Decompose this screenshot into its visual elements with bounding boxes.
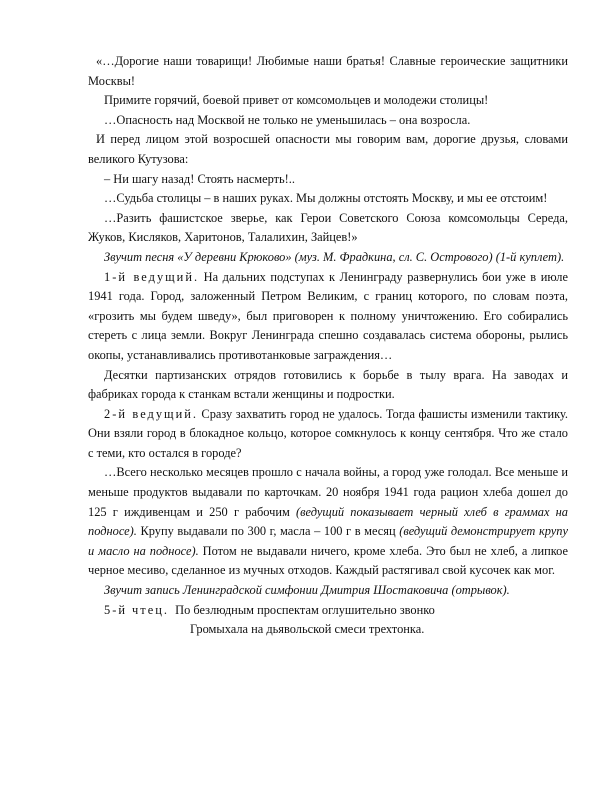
poem-line-1: [88, 601, 568, 621]
rations-text-c: Крупу выдавали по 300 г, масла – 100 г в месяц: [136, 524, 400, 539]
partisans-paragraph: Десятки партизанских отрядов готовились к борьбе в тылу врага. На заводах и фабриках города к станкам встали женщины и подростки.: [88, 367, 568, 402]
appeal-paragraph-1: «…Дорогие наши товарищи! Любимые наши братья! Славные героические защитники Москвы!: [88, 54, 568, 88]
appeal-paragraph-2: Примите горячий, боевой привет от комсомольцев и молодежи столицы!: [104, 93, 489, 108]
rations-text-e: Потом не выдавали ничего, кроме хлеба. Это был не хлеб, а липкое черное месиво, сделанное из мучных отходов. Каждый растягивал свой кусочек как мог.: [88, 543, 568, 578]
appeal-paragraph-4: И перед лицом этой возросшей опасности мы говорим вам, дорогие друзья, словами великого Кутузова:: [88, 132, 568, 166]
appeal-paragraph-5: – Ни шагу назад! Стоять насмерть!..: [104, 171, 296, 186]
lead1-text: На дальних подступах к Ленинграду развернулись бои уже в июле 1941 года. Город, заложенный Петром Великим, с границ которого, по словам поэта, «грозить мы будем шведу», был приговорен к полному уничтожению. Его собирались стереть с лица земли. Вокруг Ленинграда спешно создавалась система обороны, рылись окопы, устанавливались противотанковые заграждения…: [88, 269, 568, 362]
lead2-label: 2-й ведущий.: [104, 406, 198, 421]
rations-text-a: …Всего несколько месяцев прошло с начала войны, а город уже голодал. Все меньше и меньше продуктов выдавали по карточкам. 20 ноября 1941 года рацион хлеба дошел до 125 г иждивенцам и 250 г рабочим: [88, 465, 568, 519]
poem-line-2: Громыхала на дьявольской смеси трехтонка.: [190, 622, 425, 637]
reader5-label: 5-й чтец.: [104, 602, 169, 617]
appeal-paragraph-3: …Опасность над Москвой не только не уменьшилась – она возросла.: [104, 112, 471, 127]
lead2-text: Сразу захватить город не удалось. Тогда фашисты изменили тактику. Они взяли город в блокадное кольцо, которое сомкнулось к концу сентября. Что же стало с теми, кто остался в городе?: [88, 406, 568, 460]
rations-direction-bread: (ведущий показывает черный хлеб в граммах на подносе).: [88, 504, 569, 539]
rations-direction-groats: (ведущий демонстрирует крупу и масло на подносе).: [88, 524, 568, 558]
lead1-label: 1-й ведущий.: [104, 269, 200, 284]
poem-line-1-text: По безлюдным проспектам оглушительно звонко: [175, 602, 435, 617]
appeal-paragraph-6: …Судьба столицы – в наших руках. Мы должны отстоять Москву, и мы ее отстоим!: [104, 191, 548, 206]
symphony-stage-direction: Звучит запись Ленинградской симфонии Дмитрия Шостаковича (отрывок).: [104, 583, 510, 598]
lead2-paragraph: [88, 405, 568, 464]
lead1-paragraph: [88, 268, 568, 366]
poem-block: [88, 601, 568, 640]
document-page: [88, 52, 568, 640]
appeal-paragraph-7: …Разить фашистское зверье, как Герои Советского Союза комсомольцы Середа, Жуков, Кисляков, Харитонов, Талалихин, Зайцев!»: [88, 210, 568, 245]
rations-paragraph: [88, 463, 568, 581]
song-stage-direction: Звучит песня «У деревни Крюково» (муз. М. Фрадкина, сл. С. Острового) (1-й куплет).: [104, 249, 565, 264]
